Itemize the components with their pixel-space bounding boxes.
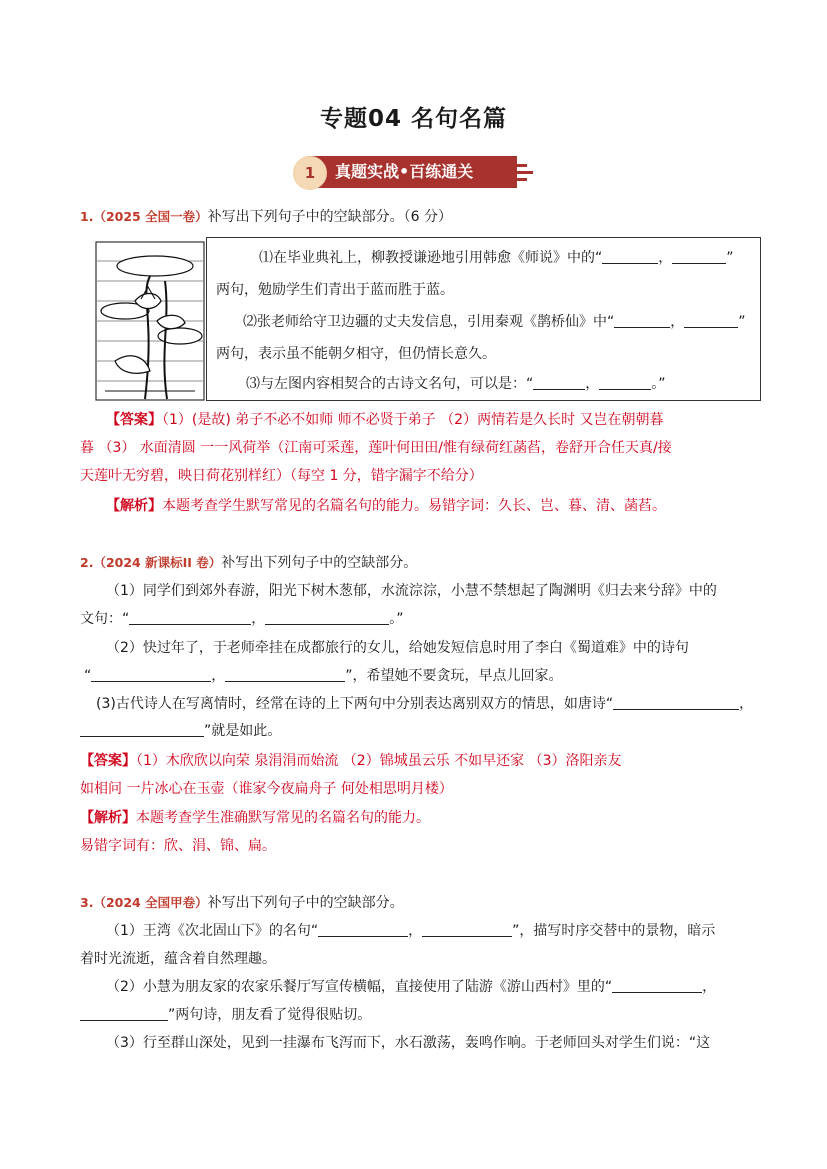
lotus-illustration <box>95 241 205 401</box>
q3-part-1b: 着时光流逝，蕴含着自然理趣。 <box>80 951 276 967</box>
answer-blank[interactable] <box>129 610 251 625</box>
q1-line-1b: 两句，勉励学生们青出于蓝而胜于蓝。 <box>216 282 454 298</box>
q2-answer-line-1: 【答案】（1）木欣欣以向荣 泉涓涓而始流 （2）锦城虽云乐 不如早还家 （3）洛阳亲友 <box>80 753 622 769</box>
analysis-label: 【解析】 <box>106 498 162 514</box>
answer-blank[interactable] <box>318 922 408 937</box>
q1-line-2: ⑵张老师给守卫边疆的丈夫发信息，引用秦观《鹊桥仙》中“ ， ” <box>243 314 746 330</box>
answer-blank[interactable] <box>613 695 739 710</box>
answer-blank[interactable] <box>91 667 211 682</box>
question-source: 2.（2024 新课标II 卷） <box>80 555 222 570</box>
q2-answer-line-2: 如相问 一片冰心在玉壶（谁家今夜扁舟子 何处相思明月楼） <box>80 781 453 797</box>
q1-line-3: ⑶与左图内容相契合的古诗文名句，可以是：“ ， 。” <box>246 376 666 392</box>
q1-answer-line-2: 暮 （3） 水面清圆 一一风荷举（江南可采莲，莲叶何田田/惟有绿荷红菡萏，卷舒开合任天真/接 <box>80 440 672 456</box>
q1-answer-line-3: 天莲叶无穷碧，映日荷花别样红）（每空 1 分，错字漏字不给分） <box>80 468 483 484</box>
q3-part-1: （1）王湾《次北固山下》的名句“ ， ”，描写时序交替中的景物，暗示 <box>106 923 716 939</box>
question-source: 3.（2024 全国甲卷） <box>80 895 208 910</box>
q2-part-2-blanks: “ ， ”，希望她不要贪玩，早点儿回家。 <box>84 668 563 684</box>
question-2-header <box>80 553 417 573</box>
q1-analysis: 【解析】本题考查学生默写常见的名篇名句的能力。易错字词：久长、岂、暮、清、菡萏。 <box>106 498 666 514</box>
page-title: 专题04 名句名篇 <box>319 106 507 132</box>
q2-part-3b: ”就是如此。 <box>80 721 281 741</box>
answer-blank[interactable] <box>612 978 702 993</box>
banner-number: 1 <box>293 156 327 190</box>
answer-blank[interactable] <box>599 375 651 390</box>
q3-part-2b: ”两句诗，朋友看了觉得很贴切。 <box>80 1005 371 1025</box>
answer-label: 【答案】 <box>80 753 136 769</box>
answer-blank[interactable] <box>225 667 345 682</box>
question-prompt: 补写出下列句子中的空缺部分。 <box>207 895 404 911</box>
analysis-label: 【解析】 <box>80 810 136 826</box>
section-banner <box>293 152 533 192</box>
answer-blank[interactable] <box>80 1006 168 1021</box>
q2-analysis-2: 易错字词有：欣、涓、锦、扁。 <box>80 838 276 854</box>
q3-part-2: （2）小慧为朋友家的农家乐餐厅写宣传横幅，直接使用了陆游《游山西村》里的“ ， <box>106 979 717 995</box>
q1-line-2b: 两句，表示虽不能朝夕相守，但仍情长意久。 <box>216 346 496 362</box>
banner-text: 真题实战•百练通关 <box>335 162 474 181</box>
answer-blank[interactable] <box>265 610 389 625</box>
q3-part-3: （3）行至群山深处，见到一挂瀑布飞泻而下，水石激荡，轰鸣作响。于老师回头对学生们说：“这 <box>106 1035 711 1051</box>
answer-blank[interactable] <box>684 313 738 328</box>
question-1-header <box>80 207 452 227</box>
banner-stripe <box>511 178 527 181</box>
q2-part-1: （1）同学们到郊外春游，阳光下树木葱郁，水流淙淙，小慧不禁想起了陶渊明《归去来兮辞》中的 <box>106 583 717 599</box>
answer-blank[interactable] <box>672 249 726 264</box>
q2-part-2: （2）快过年了，于老师牵挂在成都旅行的女儿，给她发短信息时用了李白《蜀道难》中的诗句 <box>106 640 689 656</box>
q2-analysis: 【解析】本题考查学生准确默写常见的名篇名句的能力。 <box>80 810 430 826</box>
answer-blank[interactable] <box>614 313 670 328</box>
banner-stripe <box>511 164 527 167</box>
question-prompt: 补写出下列句子中的空缺部分。 <box>221 555 418 571</box>
q2-part-3: (3)古代诗人在写离情时，经常在诗的上下两句中分别表达离别双方的情思，如唐诗“ ， <box>96 696 754 712</box>
q1-line-1: ⑴在毕业典礼上，柳教授谦逊地引用韩愈《师说》中的“ ， ” <box>259 250 734 266</box>
q1-answer-line-1: 【答案】（1）(是故) 弟子不必不如师 师不必贤于弟子 （2）两情若是久长时 又岂在朝朝暮 <box>106 412 664 428</box>
question-3-header <box>80 893 404 913</box>
banner-stripe <box>515 171 533 174</box>
q2-part-1-blanks: 文句：“ ， 。” <box>80 611 404 627</box>
answer-blank[interactable] <box>422 922 512 937</box>
answer-blank[interactable] <box>602 249 658 264</box>
question-prompt: 补写出下列句子中的空缺部分。（6 分） <box>207 209 452 225</box>
answer-label: 【答案】 <box>106 412 162 428</box>
answer-blank[interactable] <box>80 722 204 737</box>
question-source: 1.（2025 全国一卷） <box>80 209 208 224</box>
answer-blank[interactable] <box>533 375 585 390</box>
